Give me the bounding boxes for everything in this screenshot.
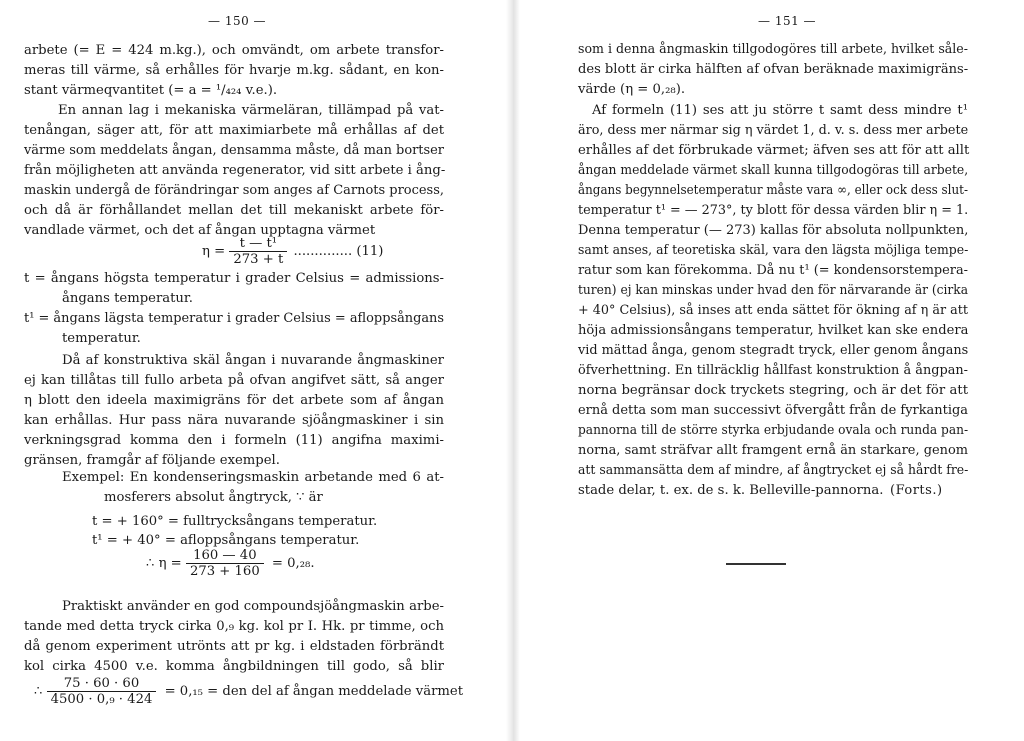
text-line: pannorna till de större styrka erbjudande ovala och runda pan- (578, 423, 969, 438)
example-line: t = + 160° = fulltrycksångans temperatur. (92, 514, 378, 529)
text-line: En annan lag i mekaniska värmeläran, tillämpad på vat- (58, 103, 444, 118)
example-line: t¹ = + 40° = afloppsångans temperatur. (92, 533, 360, 548)
text-line: Då af konstruktiva skäl ångan i nuvarande ångmaskiner (62, 353, 444, 368)
formula-fraction (186, 548, 264, 579)
formula-lhs: ∴ η = (146, 556, 182, 571)
section-divider (726, 563, 786, 565)
example-line: Exempel: En kondenseringsmaskin arbetande med 6 at- (62, 470, 444, 485)
formula-numerator: 75 · 60 · 60 (47, 676, 157, 692)
right-page (512, 0, 1024, 741)
text-line: stant värmeqvantitet (= a = ¹/₄₂₄ v.e.). (24, 83, 278, 98)
text-line: arbete (= E = 424 m.kg.), och omvändt, om arbete transfor- (24, 43, 444, 58)
text-line: ångan meddelade värmet skall kunna tillgodogöras till arbete, (578, 163, 969, 178)
text-line: + 40° Celsius), så inses att enda sättet för ökning af η är att (578, 303, 968, 318)
text-line: kan erhållas. Hur pass nära nuvarande sjöångmaskiner i sin (24, 413, 444, 428)
text-line: tande med detta tryck cirka 0,₉ kg. kol pr I. Hk. pr timme, och (24, 619, 444, 634)
text-line: vandlade värmet, och det af ångan upptagna värmet (24, 223, 376, 238)
example-line: mosferers absolut ångtryck, ∵ är (104, 490, 323, 505)
formula-fraction (47, 676, 157, 707)
continuation-note: (Forts.) (890, 483, 943, 498)
text-line: norna begränsar dock tryckets stegring, och är det för att (578, 383, 968, 398)
text-line: verkningsgrad komma den i formeln (11) angifna maximi- (24, 433, 444, 448)
text-line: ratur som kan förekomma. Då nu t¹ (= kondensorstempera- (578, 263, 968, 278)
text-line: samt anses, af teoretiska skäl, vara den lägsta möjliga tempe- (578, 243, 969, 258)
text-line: höja admissionsångans temperatur, hvilket kan ske endera (578, 323, 969, 338)
text-line: η blott den ideela maximigräns för det arbete som af ångan (24, 393, 444, 408)
definition-line: t = ångans högsta temperatur i grader Celsius = admissions- (24, 271, 444, 286)
formula-numerator: 160 — 40 (186, 548, 264, 564)
definition-line: t¹ = ångans lägsta temperatur i grader Celsius = afloppsångans (24, 311, 444, 326)
text-line: norna, samt sträfvar allt framgent ernå än starkare, genom (578, 443, 968, 458)
formula-numerator: t — t¹ (229, 236, 287, 252)
text-line: ej kan tillåtas till fullo arbeta på ofvan angifvet sätt, så anger (24, 373, 444, 388)
text-line: från möjligheten att använda regenerator, vid sitt arbete i ång- (24, 163, 446, 178)
text-line: kol cirka 4500 v.e. komma ångbildningen till godo, så blir (24, 659, 444, 674)
text-line: Praktiskt använder en god compoundsjöångmaskin arbe- (62, 599, 444, 614)
formula-rhs: = 0,₂₈. (271, 556, 315, 571)
formula-lhs: ∴ (34, 684, 43, 699)
text-line: maskin undergå de förändringar som anges af Carnots process, (24, 183, 444, 198)
formula-tag: .............. (11) (293, 244, 384, 259)
text-line: meras till värme, så erhålles för hvarje m.kg. sådant, en kon- (24, 63, 444, 78)
text-line: tenångan, säger att, för att maximiarbete må erhållas af det (24, 123, 444, 138)
formula-eta (146, 548, 315, 579)
page-number: — 151 — (758, 14, 817, 28)
text-line: öfverhettning. En tillräcklig hållfast konstruktion å ångpan- (578, 363, 968, 378)
text-line: som i denna ångmaskin tillgodogöres till arbete, hvilket såle- (578, 42, 968, 57)
text-line: temperatur t¹ = — 273°, ty blott för dessa värden blir η = 1. (578, 203, 969, 218)
text-line: gränsen, framgår af följande exempel. (24, 453, 280, 468)
text-line: ångans begynnelsetemperatur måste vara ∞, eller ock dess slut- (578, 183, 968, 198)
formula-fraction (229, 236, 287, 267)
text-line: Af formeln (11) ses att ju större t samt dess mindre t¹ (592, 103, 968, 118)
formula-rhs: = 0,₁₅ = den del af ångan meddelade värmet (164, 684, 464, 699)
text-line: turen) ej kan minskas under hvad den för närvarande är (cirka (578, 283, 968, 298)
page-number: — 150 — (208, 14, 267, 28)
text-line: värme som meddelats ångan, densamma måste, då man bortser (24, 143, 444, 158)
definition-line: ångans temperatur. (62, 291, 193, 306)
text-line: och då är förhållandet mellan det till mekaniskt arbete för- (24, 203, 444, 218)
formula-lhs: η = (202, 244, 226, 259)
text-line: då genom experiment utrönts att pr kg. i eldstaden förbrändt (24, 639, 444, 654)
text-line: äro, dess mer närmar sig η värdet 1, d. v. s. dess mer arbete (578, 123, 969, 138)
text-line: att sammansätta dem af mindre, af ångtrycket ej så hårdt fre- (578, 463, 969, 478)
formula-denominator: 273 + t (233, 252, 284, 267)
text-line: erhålles af det förbrukade värmet; äfven ses att för att allt (578, 143, 970, 158)
formula-denominator: 273 + 160 (189, 564, 260, 579)
formula-denominator: 4500 · 0,₉ · 424 (50, 692, 153, 707)
formula-last (34, 676, 463, 707)
text-line: värde (η = 0,₂₈). (578, 82, 686, 97)
text-line: des blott är cirka hälften af ofvan beräknade maximigräns- (578, 62, 969, 77)
formula-11 (202, 236, 383, 267)
definition-line: temperatur. (62, 331, 141, 346)
text-line: ernå detta som man successivt öfvergått från de fyrkantiga (578, 403, 968, 418)
text-line: stade delar, t. ex. de s. k. Belleville-pannorna. (578, 483, 884, 498)
text-line: vid mättad ånga, genom stegradt tryck, eller genom ångans (578, 343, 969, 358)
text-line: Denna temperatur (— 273) kallas för absoluta nollpunkten, (578, 223, 969, 238)
